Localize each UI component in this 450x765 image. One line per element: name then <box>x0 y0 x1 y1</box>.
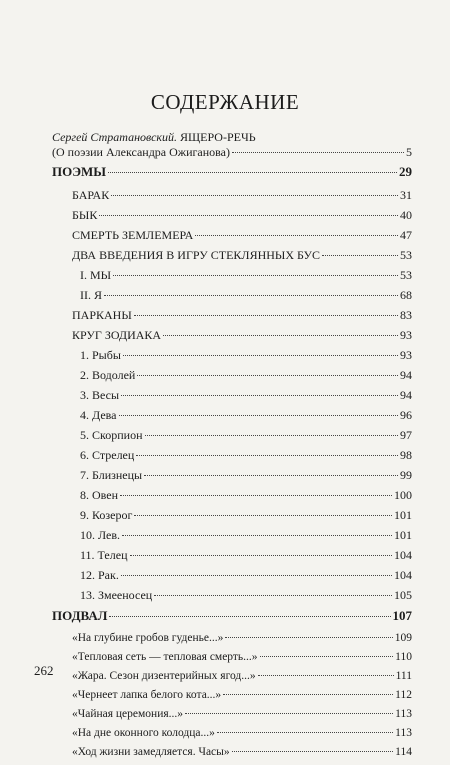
leader-dots <box>123 355 398 356</box>
leader-dots <box>134 515 392 516</box>
toc-section <box>52 608 412 632</box>
leader-dots <box>185 713 393 714</box>
toc-entry-page: 68 <box>400 288 412 302</box>
leader-dots <box>322 255 398 256</box>
leader-dots <box>217 732 393 733</box>
leader-dots <box>120 495 392 496</box>
leader-dots <box>109 616 390 617</box>
leader-dots <box>258 675 394 676</box>
leader-dots <box>121 395 398 396</box>
toc-entry <box>52 408 412 428</box>
toc-entry-page: 99 <box>400 468 412 482</box>
leader-dots <box>163 335 398 336</box>
toc-entry-page: 83 <box>400 308 412 322</box>
toc-entry-page: 93 <box>400 348 412 362</box>
leader-dots <box>145 435 399 436</box>
toc-entry <box>52 689 412 708</box>
toc-entry-title: 7. Близнецы <box>80 468 143 482</box>
toc-entry <box>52 268 412 288</box>
toc-entry <box>52 288 412 308</box>
toc-entry <box>52 746 412 765</box>
toc-entry-page: 100 <box>394 488 412 502</box>
toc-entry <box>52 651 412 670</box>
leader-dots <box>111 195 398 196</box>
toc-entry-title: 10. Лев. <box>80 528 121 542</box>
leader-dots <box>154 595 392 596</box>
toc-entry-page: 94 <box>400 368 412 382</box>
toc-entry-page: 101 <box>394 508 412 522</box>
toc-entry-title: I. МЫ <box>80 268 112 282</box>
leader-dots <box>122 535 392 536</box>
toc-entry-title: «Тепловая сеть — тепловая смерть...» <box>72 651 258 663</box>
toc-entry-page: 96 <box>400 408 412 422</box>
toc-intro-entry <box>52 130 412 160</box>
toc-entry-page: 101 <box>394 528 412 542</box>
toc-entry-page: 107 <box>392 608 412 623</box>
toc-entry-page: 105 <box>394 588 412 602</box>
leader-dots <box>232 751 394 752</box>
toc-entry-title: «Чайная церемония...» <box>72 708 184 720</box>
toc-entry-title: «На глубине гробов гуденье...» <box>72 632 224 644</box>
toc-entry <box>52 528 412 548</box>
leader-dots <box>119 415 399 416</box>
toc-entry-page: 40 <box>400 208 412 222</box>
toc-entry-title: 13. Змееносец <box>80 588 153 602</box>
toc-entry <box>52 488 412 508</box>
toc-entry-title: 1. Рыбы <box>80 348 121 362</box>
leader-dots <box>113 275 398 276</box>
toc-entry-page: 47 <box>400 228 412 242</box>
toc-entry <box>52 468 412 488</box>
leader-dots <box>223 694 393 695</box>
toc-entry-title: ПОДВАЛ <box>52 608 108 623</box>
toc-entry <box>52 368 412 388</box>
intro-subtitle: (О поэзии Александра Ожиганова) <box>52 145 231 159</box>
toc-entry-page: 94 <box>400 388 412 402</box>
leader-dots <box>195 235 398 236</box>
leader-dots <box>99 215 398 216</box>
toc-entry-page: 113 <box>395 727 412 739</box>
toc-entry-page: 98 <box>400 448 412 462</box>
toc-entry-page: 53 <box>400 268 412 282</box>
toc-entry-page: 31 <box>400 188 412 202</box>
toc-entry <box>52 632 412 651</box>
toc-entry-title: БАРАК <box>72 188 110 202</box>
toc-entries <box>52 164 412 765</box>
leader-dots <box>136 455 398 456</box>
toc-entry <box>52 308 412 328</box>
toc-entry <box>52 670 412 689</box>
toc-entry-title: 12. Рак. <box>80 568 119 582</box>
toc-entry-title: ПАРКАНЫ <box>72 308 132 322</box>
toc-entry <box>52 188 412 208</box>
leader-dots <box>121 575 392 576</box>
toc-entry-page: 29 <box>399 164 412 179</box>
intro-page: 5 <box>406 145 412 159</box>
page-number: 262 <box>34 663 54 678</box>
toc-entry-page: 109 <box>394 632 412 644</box>
toc-entry-title: 5. Скорпион <box>80 428 143 442</box>
toc-entry-page: 114 <box>395 746 412 758</box>
leader-dots <box>134 315 398 316</box>
toc-entry-title: «Ход жизни замедляется. Часы» <box>72 746 230 758</box>
toc-entry <box>52 548 412 568</box>
toc-entry-page: 104 <box>394 568 412 582</box>
toc-entry-title: 8. Овен <box>80 488 119 502</box>
toc-entry-title: 4. Дева <box>80 408 117 422</box>
leader-dots <box>130 555 393 556</box>
toc-entry-title: ПОЭМЫ <box>52 164 107 179</box>
leader-dots <box>137 375 398 376</box>
toc-entry <box>52 248 412 268</box>
table-of-contents <box>52 130 412 765</box>
toc-entry <box>52 568 412 588</box>
leader-dots <box>232 152 404 153</box>
leader-dots <box>108 172 397 173</box>
toc-entry <box>52 388 412 408</box>
toc-entry <box>52 448 412 468</box>
toc-entry-title: ДВА ВВЕДЕНИЯ В ИГРУ СТЕКЛЯННЫХ БУС <box>72 248 321 262</box>
toc-entry-title: 3. Весы <box>80 388 120 402</box>
toc-entry-page: 111 <box>395 670 412 682</box>
leader-dots <box>260 656 394 657</box>
toc-entry-page: 104 <box>394 548 412 562</box>
toc-entry <box>52 328 412 348</box>
toc-entry-title: 6. Стрелец <box>80 448 135 462</box>
toc-entry-title: 9. Козерог <box>80 508 133 522</box>
page-title: СОДЕРЖАНИЕ <box>150 90 300 114</box>
toc-entry <box>52 508 412 528</box>
toc-entry-title: «На дне оконного колодца...» <box>72 727 215 739</box>
toc-entry-title: БЫК <box>72 208 98 222</box>
toc-entry <box>52 208 412 228</box>
toc-entry-title: 2. Водолей <box>80 368 136 382</box>
toc-entry <box>52 228 412 248</box>
toc-entry-title: СМЕРТЬ ЗЕМЛЕМЕРА <box>72 228 194 242</box>
toc-entry-title: «Чернеет лапка белого кота...» <box>72 689 222 701</box>
toc-entry <box>52 727 412 746</box>
toc-entry-page: 113 <box>395 708 412 720</box>
leader-dots <box>144 475 398 476</box>
toc-entry-title: II. Я <box>80 288 102 302</box>
toc-entry-title: «Жара. Сезон дизентерийных ягод...» <box>72 670 256 682</box>
toc-entry <box>52 428 412 448</box>
toc-entry-page: 93 <box>400 328 412 342</box>
intro-author: Сергей Стратановский. <box>52 130 178 144</box>
toc-entry-page: 110 <box>395 651 412 663</box>
intro-title: ЯЩЕРО-РЕЧЬ <box>177 130 256 144</box>
toc-entry-title: КРУГ ЗОДИАКА <box>72 328 162 342</box>
leader-dots <box>225 637 392 638</box>
toc-entry <box>52 588 412 608</box>
toc-entry-title: 11. Телец <box>80 548 128 562</box>
toc-section <box>52 164 412 188</box>
toc-entry-page: 97 <box>400 428 412 442</box>
toc-entry-page: 53 <box>400 248 412 262</box>
leader-dots <box>104 295 398 296</box>
toc-entry <box>52 348 412 368</box>
toc-entry-page: 112 <box>395 689 412 701</box>
toc-entry <box>52 708 412 727</box>
